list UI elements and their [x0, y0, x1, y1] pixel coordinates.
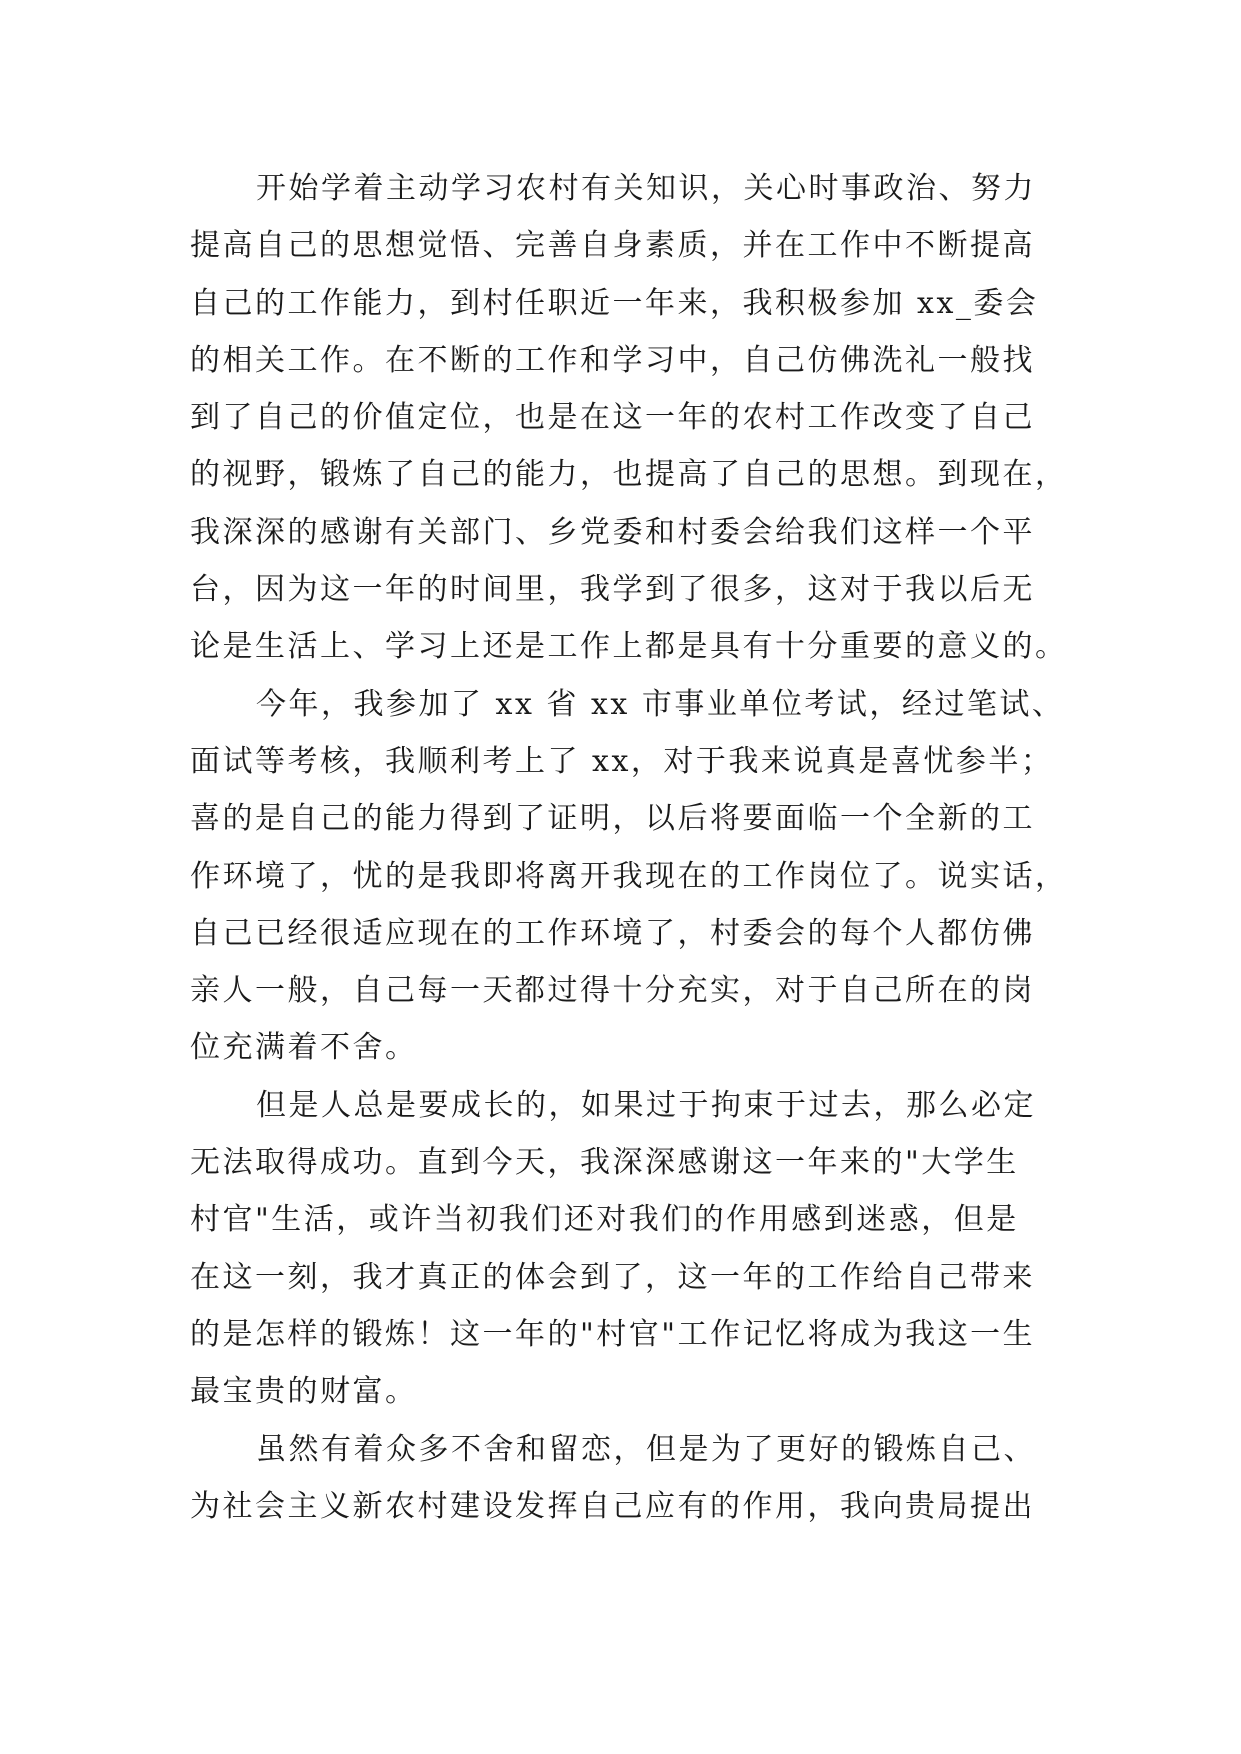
text-line: 喜的是自己的能力得到了证明，以后将要面临一个全新的工: [190, 801, 1035, 837]
text-line: 论是生活上、学习上还是工作上都是具有十分重要的意义的。: [190, 629, 1068, 665]
document-body: [190, 160, 1070, 1535]
text-line: 位充满着不舍。: [190, 1030, 418, 1066]
text-line: 亲人一般，自己每一天都过得十分充实，对于自己所在的岗: [190, 973, 1035, 1009]
text-line: 最宝贵的财富。: [190, 1374, 418, 1410]
text-line: 的是怎样的锻炼！这一年的"村官"工作记忆将成为我这一生: [190, 1316, 1036, 1352]
text-line: 我深深的感谢有关部门、乡党委和村委会给我们这样一个平: [190, 514, 1035, 550]
paragraph-4: [190, 1421, 1070, 1536]
text-line: 村官"生活，或许当初我们还对我们的作用感到迷惑，但是: [190, 1202, 1019, 1238]
text-line: 为社会主义新农村建设发挥自己应有的作用，我向贵局提出: [190, 1488, 1035, 1524]
text-line: 在这一刻，我才真正的体会到了，这一年的工作给自己带来: [190, 1259, 1035, 1295]
text-line: 的相关工作。在不断的工作和学习中，自己仿佛洗礼一般找: [190, 342, 1035, 378]
text-line: 作环境了，忧的是我即将离开我现在的工作岗位了。说实话，: [190, 858, 1068, 894]
paragraph-3: [190, 1077, 1070, 1421]
paragraph-2: [190, 676, 1070, 1077]
text-line: 但是人总是要成长的，如果过于拘束于过去，那么必定: [256, 1087, 1036, 1123]
paragraph-1: [190, 160, 1070, 676]
text-line: 虽然有着众多不舍和留恋，但是为了更好的锻炼自己、: [256, 1431, 1036, 1467]
text-line: 开始学着主动学习农村有关知识，关心时事政治、努力: [256, 171, 1036, 206]
text-line: 台，因为这一年的时间里，我学到了很多，这对于我以后无: [190, 572, 1035, 608]
text-line: 自己的工作能力，到村任职近一年来，我积极参加 xx_委会: [190, 285, 1039, 321]
text-line: 提高自己的思想觉悟、完善自身素质，并在工作中不断提高: [190, 228, 1035, 264]
text-line: 面试等考核，我顺利考上了 xx，对于我来说真是喜忧参半；: [190, 743, 1054, 779]
text-line: 今年，我参加了 xx 省 xx 市事业单位考试，经过笔试、: [256, 686, 1065, 722]
text-line: 到了自己的价值定位，也是在这一年的农村工作改变了自己: [190, 400, 1035, 436]
text-line: 自己已经很适应现在的工作环境了，村委会的每个人都仿佛: [190, 915, 1035, 951]
text-line: 无法取得成功。直到今天，我深深感谢这一年来的"大学生: [190, 1145, 1019, 1181]
text-line: 的视野，锻炼了自己的能力，也提高了自己的思想。到现在，: [190, 457, 1068, 493]
